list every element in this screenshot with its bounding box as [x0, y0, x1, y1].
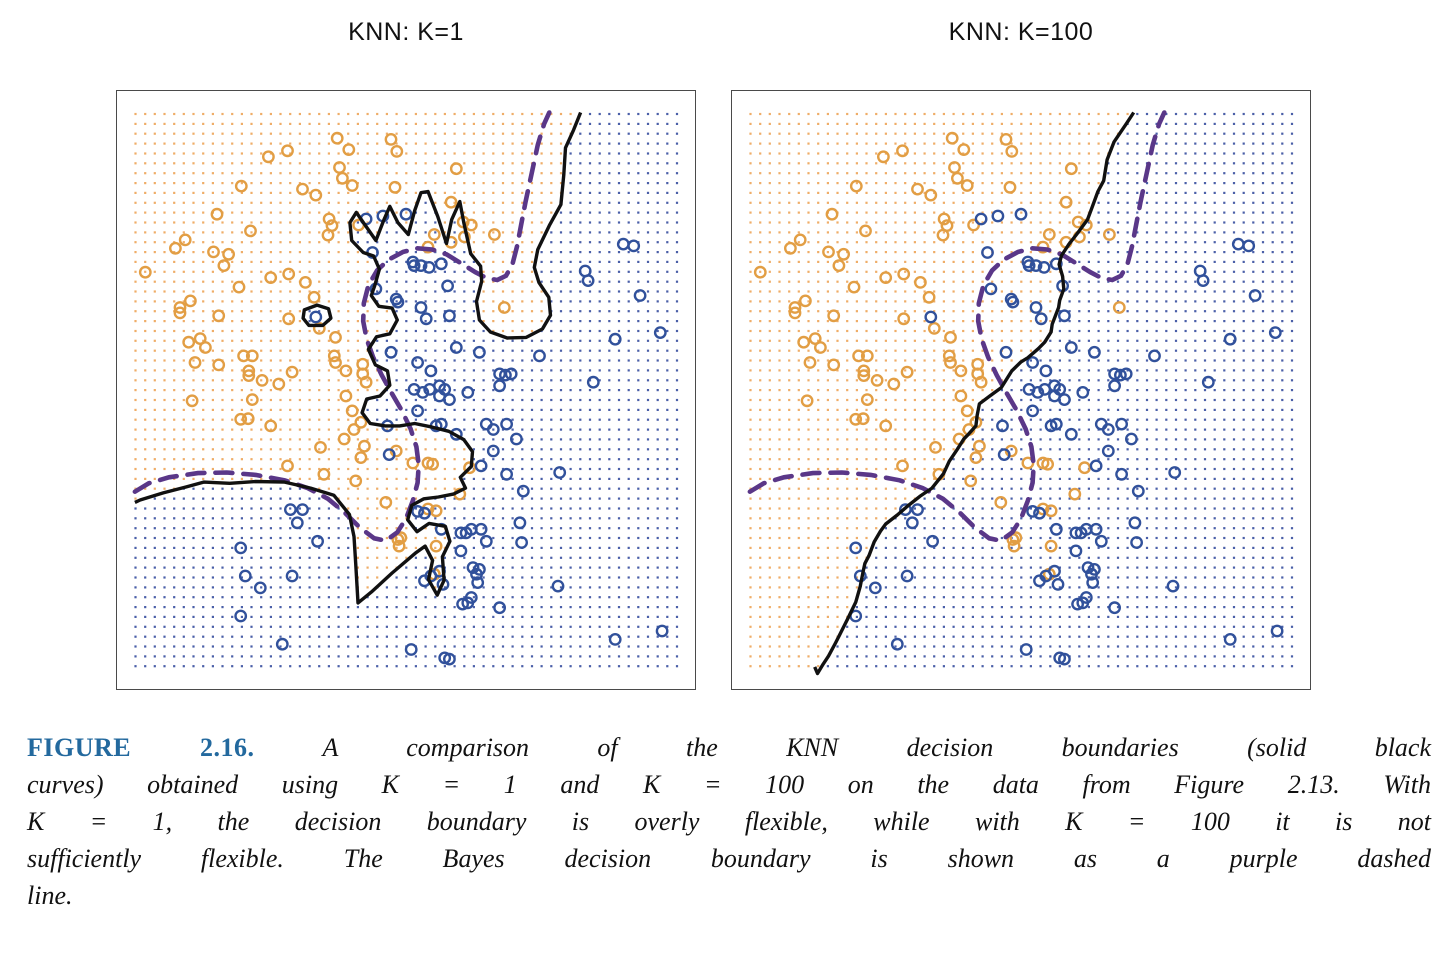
caption-line-1 — [27, 729, 1431, 766]
orange-class-points — [140, 133, 509, 579]
figure-caption — [27, 729, 1431, 914]
caption-line-4: sufficiently flexible. The Bayes decision boundary is shown as a purple dashed — [27, 844, 1431, 873]
panel-title-k100: KNN: K=100 — [948, 18, 1094, 46]
blue-class-points — [236, 209, 668, 664]
caption-line-1-text: A comparison of the KNN decision boundaries (solid black — [322, 733, 1432, 762]
grid-dots — [134, 113, 678, 667]
grid-dots — [749, 113, 1293, 667]
caption-line-3: K = 1, the decision boundary is overly flexible, while with K = 100 it is not — [27, 807, 1431, 836]
panel-knn-k100 — [731, 90, 1311, 690]
panel-knn-k1 — [116, 90, 696, 690]
scatter-plot-k100 — [732, 91, 1310, 689]
panel-title-k1: KNN: K=1 — [348, 18, 464, 46]
caption-line-5: line. — [27, 881, 73, 910]
scatter-plot-k1 — [117, 91, 695, 689]
knn-k100-boundary — [815, 113, 1134, 674]
orange-class-points — [755, 133, 1124, 579]
caption-line-2: curves) obtained using K = 1 and K = 100 on the data from Figure 2.13. With — [27, 770, 1431, 799]
figure-label: FIGURE 2.16. — [27, 733, 255, 762]
bayes-boundary-dashed — [750, 113, 1164, 541]
blue-class-points — [851, 209, 1283, 664]
